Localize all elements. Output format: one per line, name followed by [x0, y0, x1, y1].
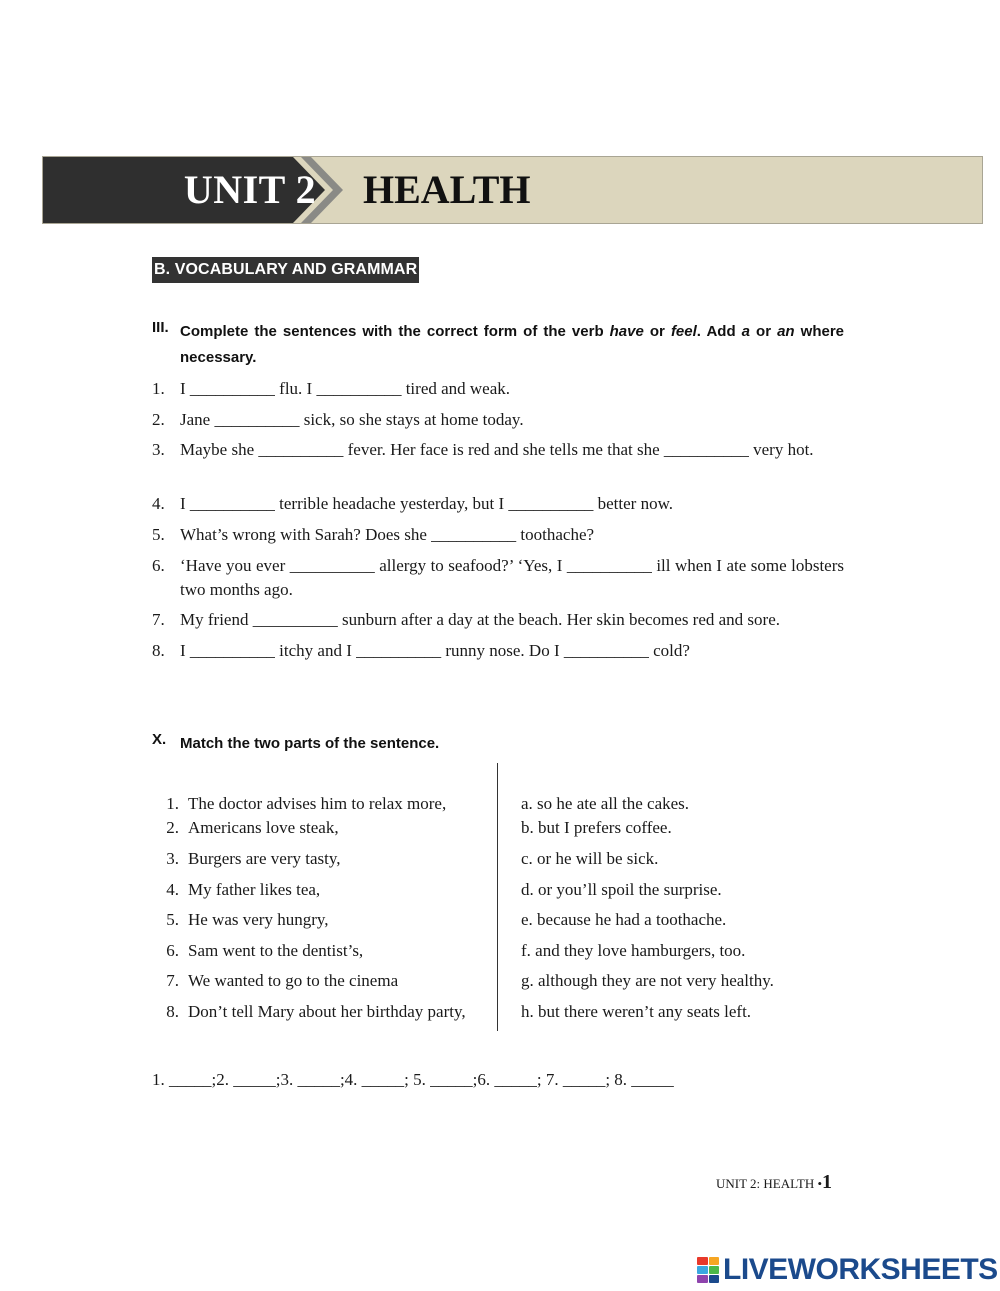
logo-text: LIVEWORKSHEETS	[723, 1253, 998, 1286]
match-left-item[interactable]: 3. Burgers are very tasty,	[166, 849, 341, 868]
match-right-item[interactable]: a. so he ate all the cakes.	[521, 794, 690, 813]
match-left-item[interactable]: 1. The doctor advises him to relax more,	[166, 794, 447, 813]
exercise-10-text: Match the two parts of the sentence.	[180, 735, 440, 752]
liveworksheets-logo-icon	[697, 1257, 719, 1283]
match-right-item[interactable]: h. but there weren’t any seats left.	[521, 1002, 752, 1021]
unit-banner	[42, 156, 983, 224]
match-left-item[interactable]: 8. Don’t tell Mary about her birthday party,	[166, 1002, 466, 1021]
exercise-3-number: III.	[152, 319, 169, 336]
fill-in-sentence[interactable]: I __________ flu. I __________ tired and weak.	[180, 379, 511, 398]
column-divider	[497, 763, 498, 1031]
fill-in-sentence[interactable]: I __________ terrible headache yesterday, but I __________ better now.	[180, 494, 674, 513]
page-number: 1	[822, 1171, 833, 1193]
liveworksheets-logo[interactable]	[697, 1253, 998, 1287]
exercise-3-instruction	[152, 319, 852, 371]
match-right-item[interactable]: g. although they are not very healthy.	[521, 971, 774, 990]
footer-label: UNIT 2: HEALTH •	[716, 1176, 823, 1191]
fill-in-sentence[interactable]: ‘Have you ever __________ allergy to seafood?’ ‘Yes, I __________ ill when I ate some lobsters two months ago.	[180, 556, 844, 599]
exercise-3-text: Complete the sentences with the correct form of the verb have or feel. Add a or an where necessary.	[180, 323, 845, 366]
section-heading: B. VOCABULARY AND GRAMMAR	[152, 257, 419, 283]
match-left-item[interactable]: 2. Americans love steak,	[166, 818, 339, 837]
fill-in-sentence[interactable]: My friend __________ sunburn after a day at the beach. Her skin becomes red and sore.	[180, 610, 781, 629]
match-right-item[interactable]: e. because he had a toothache.	[521, 910, 727, 929]
match-left-item[interactable]: 7. We wanted to go to the cinema	[166, 971, 399, 990]
match-right-item[interactable]: c. or he will be sick.	[521, 849, 659, 868]
fill-in-sentence[interactable]: What’s wrong with Sarah? Does she __________ toothache?	[180, 525, 595, 544]
unit-title: HEALTH	[363, 167, 531, 212]
exercise-10-instruction	[152, 731, 852, 757]
match-right-item[interactable]: f. and they love hamburgers, too.	[521, 941, 746, 960]
page-footer	[716, 1170, 832, 1196]
answer-blanks[interactable]: 1. _____;2. _____;3. _____;4. _____; 5. _____;6. _____; 7. _____; 8. _____	[152, 1070, 674, 1089]
fill-in-sentence[interactable]: Jane __________ sick, so she stays at home today.	[180, 410, 524, 429]
match-left-item[interactable]: 6. Sam went to the dentist’s,	[166, 941, 364, 960]
unit-number: UNIT 2	[183, 167, 317, 212]
match-left-item[interactable]: 5. He was very hungry,	[166, 910, 329, 929]
match-right-item[interactable]: b. but I prefers coffee.	[521, 818, 672, 837]
exercise-10-number: X.	[152, 731, 167, 748]
fill-in-sentence[interactable]: Maybe she __________ fever. Her face is red and she tells me that she __________ very hot.	[180, 440, 814, 459]
match-right-item[interactable]: d. or you’ll spoil the surprise.	[521, 880, 722, 899]
fill-in-sentence[interactable]: I __________ itchy and I __________ runny nose. Do I __________ cold?	[180, 641, 690, 660]
match-left-item[interactable]: 4. My father likes tea,	[166, 880, 321, 899]
